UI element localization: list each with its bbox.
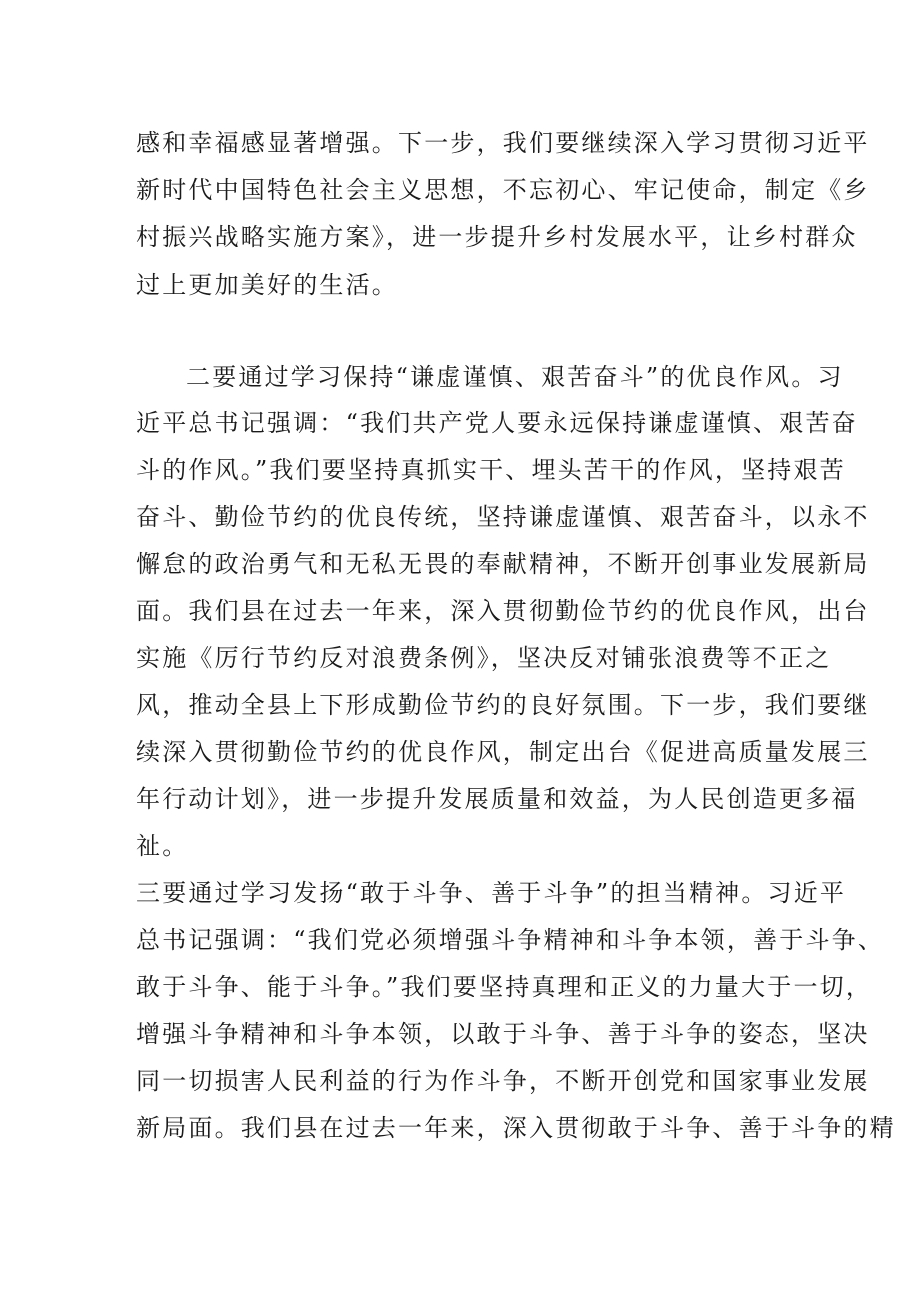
- text-line: 面。我们县在过去一年来，深入贯彻勤俭节约的优良作风，出台: [136, 597, 870, 625]
- text-line: 新时代中国特色社会主义思想，不忘初心、牢记使命，制定《乡: [136, 176, 870, 204]
- text-line: 总书记强调：“我们党必须增强斗争精神和斗争本领，善于斗争、: [136, 926, 885, 954]
- text-line: 祉。: [136, 832, 189, 860]
- text-line: 感和幸福感显著增强。下一步，我们要继续深入学习贯彻习近平: [136, 129, 870, 157]
- text-line: 斗的作风。”我们要坚持真抓实干、埋头苦干的作风，坚持艰苦: [136, 456, 846, 484]
- text-line: 懈怠的政治勇气和无私无畏的奉献精神，不断开创事业发展新局: [136, 550, 870, 578]
- text-line: 村振兴战略实施方案》，进一步提升乡村发展水平，让乡村群众: [136, 223, 858, 251]
- text-line: 年行动计划》，进一步提升发展质量和效益，为人民创造更多福: [136, 785, 858, 813]
- text-line: 实施《厉行节约反对浪费条例》，坚决反对铺张浪费等不正之: [136, 644, 832, 672]
- text-line: 新局面。我们县在过去一年来，深入贯彻敢于斗争、善于斗争的精: [136, 1114, 896, 1142]
- text-line: 增强斗争精神和斗争本领，以敢于斗争、善于斗争的姿态，坚决: [136, 1020, 870, 1048]
- text-line: 同一切损害人民利益的行为作斗争，不断开创党和国家事业发展: [136, 1067, 870, 1095]
- paragraph-start-line: 二要通过学习保持“谦虚谨慎、艰苦奋斗”的优良作风。习: [186, 363, 844, 391]
- text-line: 续深入贯彻勤俭节约的优良作风，制定出台《促进高质量发展三: [136, 738, 870, 766]
- text-line: 近平总书记强调：“我们共产党人要永远保持谦虚谨慎、艰苦奋: [136, 409, 858, 437]
- paragraph-start-line: 三要通过学习发扬“敢于斗争、善于斗争”的担当精神。习近平: [136, 879, 847, 907]
- text-line: 敢于斗争、能于斗争。”我们要坚持真理和正义的力量大于一切，: [136, 973, 873, 1001]
- text-line: 过上更加美好的生活。: [136, 271, 398, 299]
- text-line: 风，推动全县上下形成勤俭节约的良好氛围。下一步，我们要继: [136, 691, 870, 719]
- text-line: 奋斗、勤俭节约的优良传统，坚持谦虚谨慎、艰苦奋斗，以永不: [136, 503, 870, 531]
